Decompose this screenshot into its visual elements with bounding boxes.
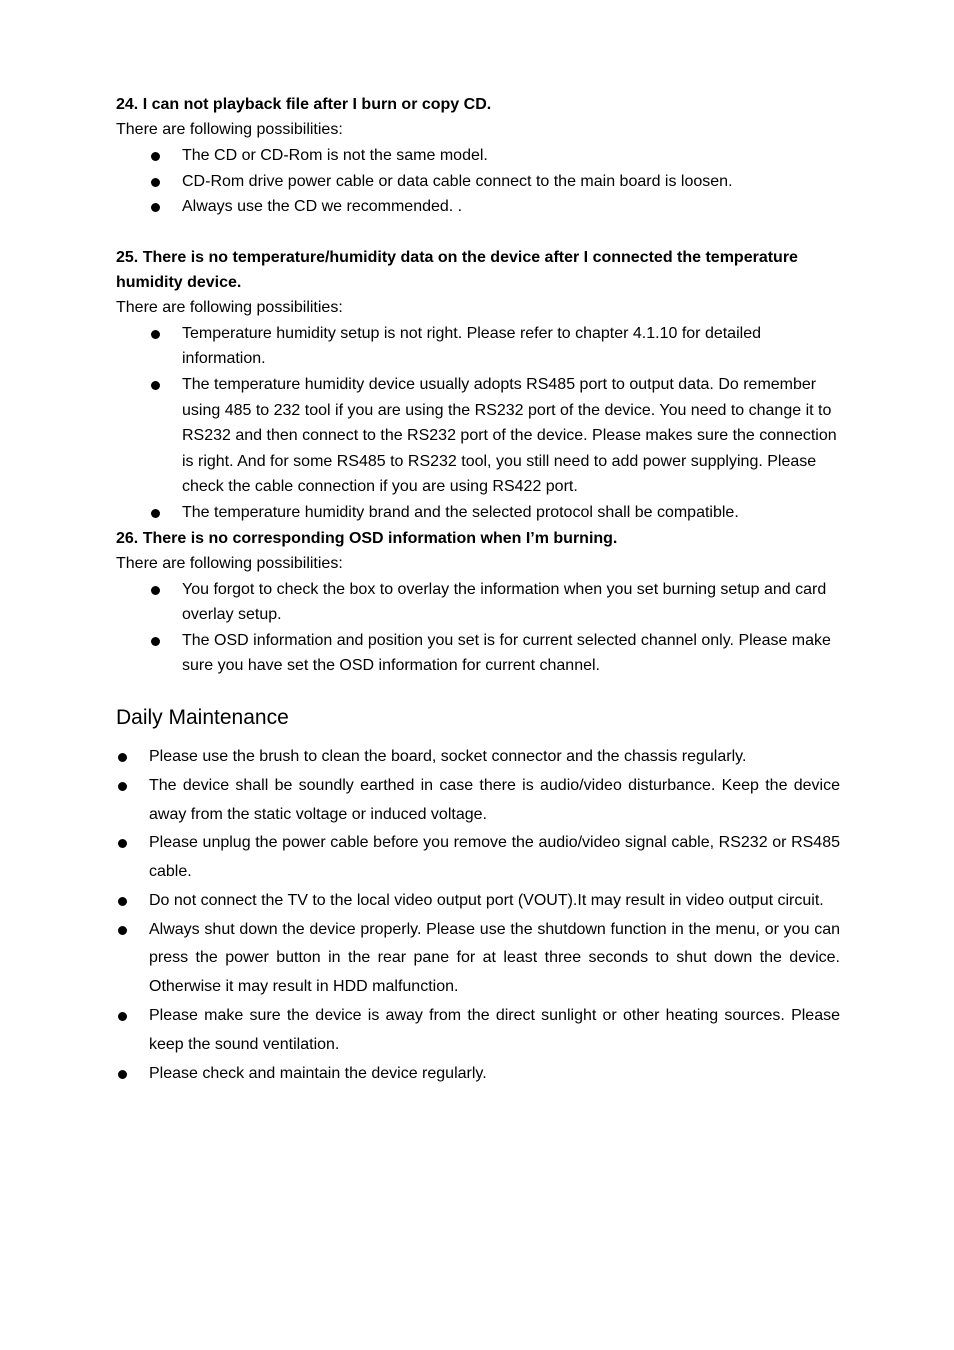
question-26-list	[116, 577, 840, 679]
list-item: Always use the CD we recommended. .	[116, 194, 840, 220]
bullet-icon	[118, 897, 127, 906]
maintenance-list	[116, 743, 840, 1089]
list-item: Please unplug the power cable before you remove the audio/video signal cable, RS232 or RS485 cable.	[116, 829, 840, 887]
question-24-intro: There are following possibilities:	[116, 121, 343, 138]
list-item: The CD or CD-Rom is not the same model.	[116, 143, 840, 169]
list-item: Please check and maintain the device regularly.	[116, 1060, 840, 1089]
bullet-icon	[151, 330, 160, 339]
bullet-icon	[118, 1012, 127, 1021]
question-24-list	[116, 143, 840, 220]
bullet-icon	[151, 509, 160, 518]
list-item: CD-Rom drive power cable or data cable connect to the main board is loosen.	[116, 169, 840, 195]
question-25-list	[116, 321, 840, 526]
list-item: Always shut down the device properly. Please use the shutdown function in the menu, or you can press the power button in the rear pane for at least three seconds to shut down the device. Otherwise it may result in HDD malfunction.	[116, 916, 840, 1002]
list-item: Please make sure the device is away from the direct sunlight or other heating sources. Please keep the sound ventilation.	[116, 1002, 840, 1060]
bullet-icon	[118, 1070, 127, 1079]
question-25-intro: There are following possibilities:	[116, 298, 343, 316]
bullet-icon	[118, 926, 127, 935]
list-item: The temperature humidity device usually adopts RS485 port to output data. Do remember using 485 to 232 tool if you are using the RS232 port of the device. You need to change it to RS232 and then connect to the RS232 port of the device. Please makes sure the connection is right. And for some RS485 to RS232 tool, you still need to add power supplying. Please check the cable connection if you are using RS422 port.	[116, 372, 840, 500]
bullet-icon	[118, 782, 127, 791]
bullet-icon	[151, 203, 160, 212]
bullet-icon	[151, 152, 160, 161]
bullet-icon	[118, 839, 127, 848]
list-item: Temperature humidity setup is not right. Please refer to chapter 4.1.10 for detailed information.	[116, 321, 840, 372]
question-26-title: 26. There is no corresponding OSD information when I’m burning.	[116, 529, 618, 547]
list-item: Do not connect the TV to the local video output port (VOUT).It may result in video output circuit.	[116, 887, 840, 916]
bullet-icon	[151, 637, 160, 646]
bullet-icon	[151, 178, 160, 187]
document-page	[116, 92, 840, 1088]
list-item: The OSD information and position you set is for current selected channel only. Please make sure you have set the OSD information for current channel.	[116, 628, 840, 679]
question-25-title: 25. There is no temperature/humidity data on the device after I connected the temperature humidity device.	[116, 248, 798, 291]
list-item: The temperature humidity brand and the selected protocol shall be compatible.	[116, 500, 840, 526]
question-24-title: 24. I can not playback file after I burn or copy CD.	[116, 96, 492, 113]
bullet-icon	[151, 381, 160, 390]
list-item: You forgot to check the box to overlay the information when you set burning setup and card overlay setup.	[116, 577, 840, 628]
section-title: Daily Maintenance	[116, 705, 289, 729]
bullet-icon	[118, 753, 127, 762]
bullet-icon	[151, 586, 160, 595]
list-item: The device shall be soundly earthed in case there is audio/video disturbance. Keep the device away from the static voltage or induced voltage.	[116, 772, 840, 830]
question-26-intro: There are following possibilities:	[116, 554, 343, 572]
spacer	[116, 220, 840, 245]
list-item: Please use the brush to clean the board, socket connector and the chassis regularly.	[116, 743, 840, 772]
